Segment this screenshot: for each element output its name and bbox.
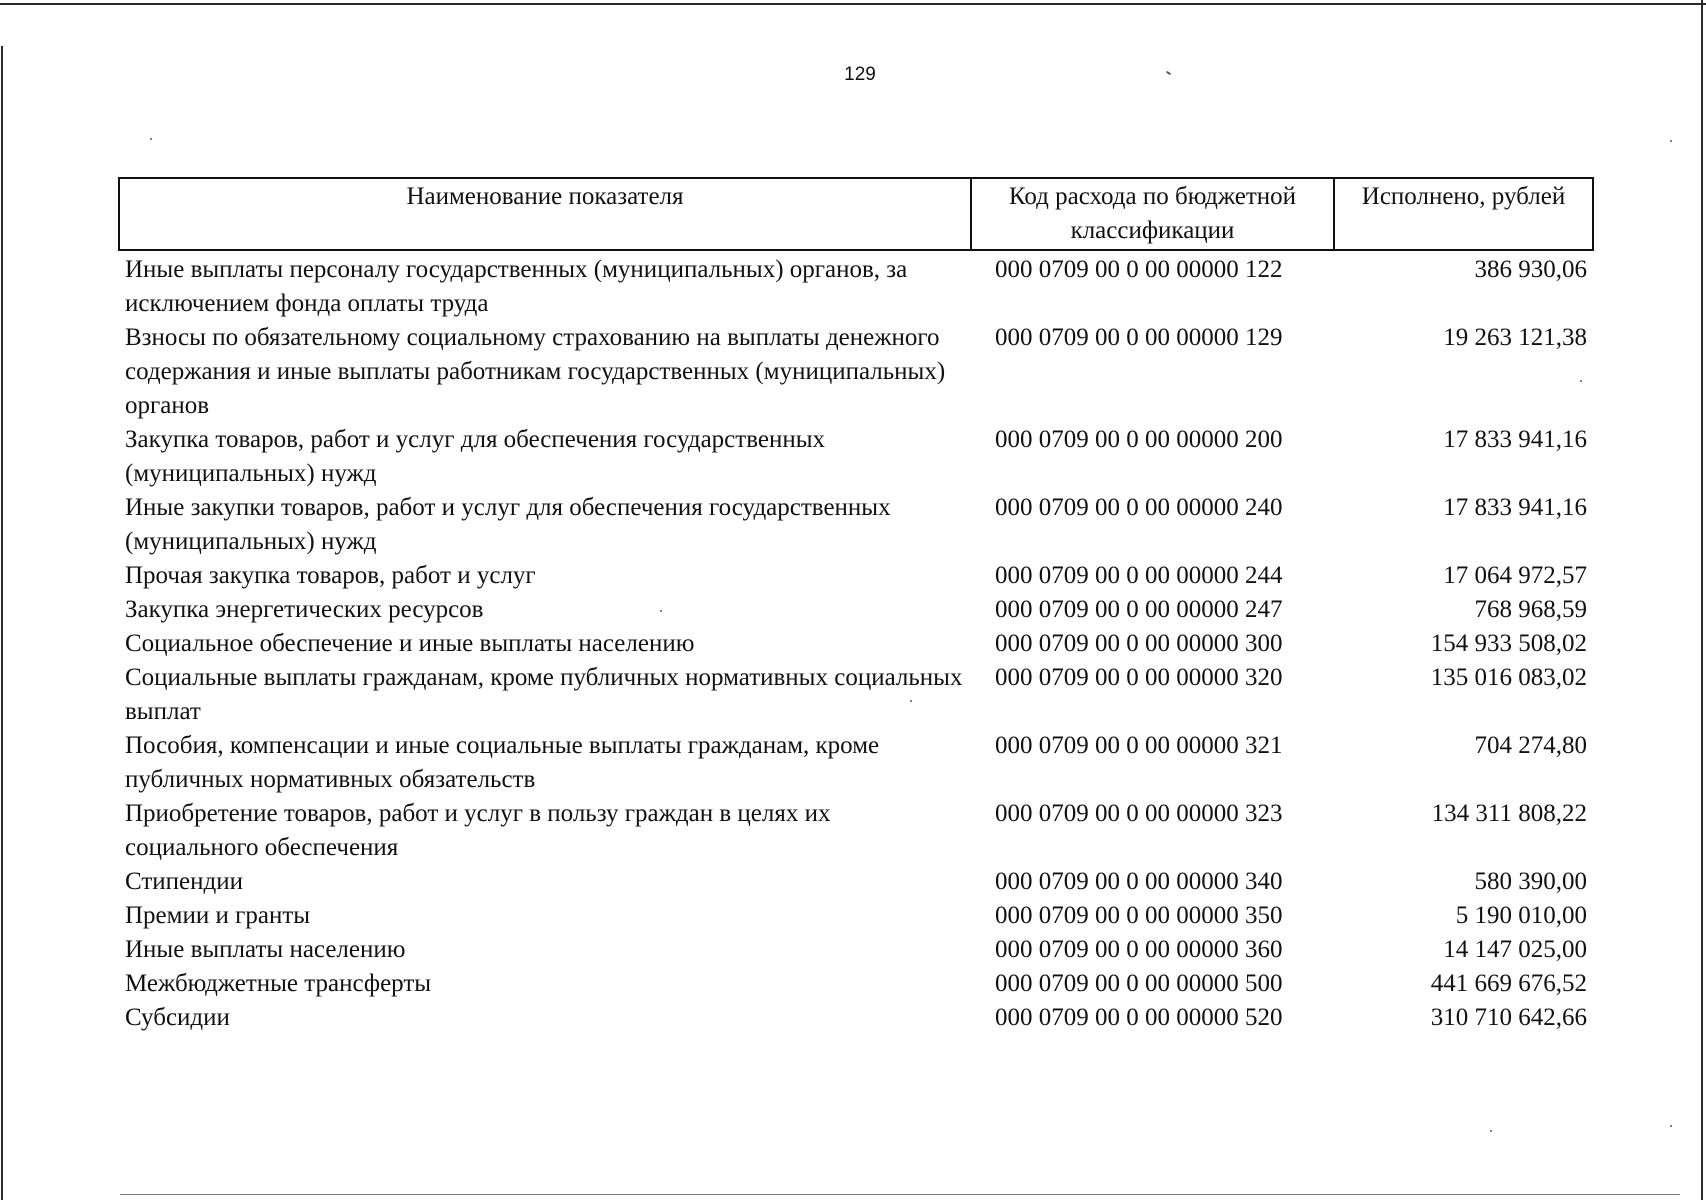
- row-amount: 386 930,06: [1474, 256, 1587, 283]
- row-amount: 310 710 642,66: [1430, 1004, 1587, 1031]
- row-name: Иные закупки товаров, работ и услуг для обеспечения государственных (муниципальных) нужд: [125, 494, 891, 555]
- expenditure-table: [118, 177, 1594, 1035]
- row-amount: 768 968,59: [1474, 596, 1587, 623]
- row-name: Иные выплаты персоналу государственных (муниципальных) органов, за исключением фонда оплаты труда: [125, 256, 908, 317]
- row-name: Стипендии: [125, 868, 243, 895]
- row-name: Закупка товаров, работ и услуг для обеспечения государственных (муниципальных) нужд: [125, 426, 826, 487]
- row-name: Иные выплаты населению: [125, 936, 406, 963]
- row-code: 000 0709 00 0 00 00000 200: [995, 426, 1283, 453]
- row-code: 000 0709 00 0 00 00000 360: [995, 936, 1283, 963]
- row-code: 000 0709 00 0 00 00000 340: [995, 868, 1283, 895]
- row-name: Социальные выплаты гражданам, кроме публичных нормативных социальных выплат: [125, 664, 963, 725]
- scan-border-bottom: [120, 1194, 1680, 1195]
- page-number: 129: [844, 64, 876, 85]
- table-header-row: [119, 178, 1593, 250]
- row-code: 000 0709 00 0 00 00000 323: [995, 800, 1283, 827]
- table-row: [119, 797, 1593, 865]
- row-code: 000 0709 00 0 00 00000 244: [995, 562, 1283, 589]
- row-name: Межбюджетные трансферты: [125, 970, 432, 997]
- row-name: Пособия, компенсации и иные социальные выплаты гражданам, кроме публичных нормативных обязательств: [125, 732, 880, 793]
- row-amount: 134 311 808,22: [1431, 800, 1587, 827]
- row-name: Закупка энергетических ресурсов: [125, 596, 484, 623]
- table-row: [119, 423, 1593, 491]
- row-amount: 17 833 941,16: [1443, 426, 1587, 453]
- table-row: [119, 593, 1593, 627]
- table-row: [119, 865, 1593, 899]
- row-name: Приобретение товаров, работ и услуг в пользу граждан в целях их социального обеспечения: [125, 800, 831, 861]
- scan-speck: [1166, 71, 1171, 76]
- table-body: [119, 250, 1593, 1035]
- row-amount: 580 390,00: [1474, 868, 1587, 895]
- row-code: 000 0709 00 0 00 00000 300: [995, 630, 1283, 657]
- table-row: [119, 967, 1593, 1001]
- scan-speck: [1670, 1125, 1672, 1127]
- table-header: [119, 178, 1593, 250]
- row-code: 000 0709 00 0 00 00000 320: [995, 664, 1283, 691]
- row-amount: 19 263 121,38: [1443, 324, 1587, 351]
- table-row: [119, 627, 1593, 661]
- row-code: 000 0709 00 0 00 00000 520: [995, 1004, 1283, 1031]
- scan-speck: [150, 138, 152, 140]
- row-code: 000 0709 00 0 00 00000 500: [995, 970, 1283, 997]
- table-row: [119, 933, 1593, 967]
- row-amount: 5 190 010,00: [1455, 902, 1587, 929]
- row-name: Социальное обеспечение и иные выплаты населению: [125, 630, 695, 657]
- table-row: [119, 491, 1593, 559]
- table-row: [119, 729, 1593, 797]
- table-row: [119, 899, 1593, 933]
- scan-border-left: [1, 46, 3, 1200]
- row-amount: 154 933 508,02: [1430, 630, 1587, 657]
- scan-border-right: [1701, 0, 1703, 1200]
- scan-border-top: [0, 3, 1706, 5]
- row-name: Взносы по обязательному социальному страхованию на выплаты денежного содержания и иные выплаты работникам государственных (муниципальных) органов: [125, 324, 946, 419]
- row-name: Премии и гранты: [125, 902, 311, 929]
- row-amount: 14 147 025,00: [1443, 936, 1587, 963]
- column-header-name: Наименование показателя: [119, 178, 971, 250]
- row-code: 000 0709 00 0 00 00000 321: [995, 732, 1283, 759]
- row-code: 000 0709 00 0 00 00000 350: [995, 902, 1283, 929]
- row-name: Прочая закупка товаров, работ и услуг: [125, 562, 536, 589]
- row-amount: 441 669 676,52: [1430, 970, 1587, 997]
- table-row: [119, 321, 1593, 423]
- row-amount: 704 274,80: [1474, 732, 1587, 759]
- row-code: 000 0709 00 0 00 00000 240: [995, 494, 1283, 521]
- table-row: [119, 250, 1593, 321]
- row-code: 000 0709 00 0 00 00000 129: [995, 324, 1283, 351]
- column-header-code: Код расхода по бюджетной классификации: [971, 178, 1334, 250]
- row-amount: 17 833 941,16: [1443, 494, 1587, 521]
- row-amount: 17 064 972,57: [1443, 562, 1587, 589]
- row-name: Субсидии: [125, 1004, 230, 1031]
- table-row: [119, 559, 1593, 593]
- row-code: 000 0709 00 0 00 00000 247: [995, 596, 1283, 623]
- scan-speck: [1670, 140, 1672, 142]
- table-row: [119, 1001, 1593, 1035]
- row-amount: 135 016 083,02: [1430, 664, 1587, 691]
- row-code: 000 0709 00 0 00 00000 122: [995, 256, 1283, 283]
- scan-speck: [1490, 1130, 1492, 1132]
- table-row: [119, 661, 1593, 729]
- column-header-amount: Исполнено, рублей: [1334, 178, 1593, 250]
